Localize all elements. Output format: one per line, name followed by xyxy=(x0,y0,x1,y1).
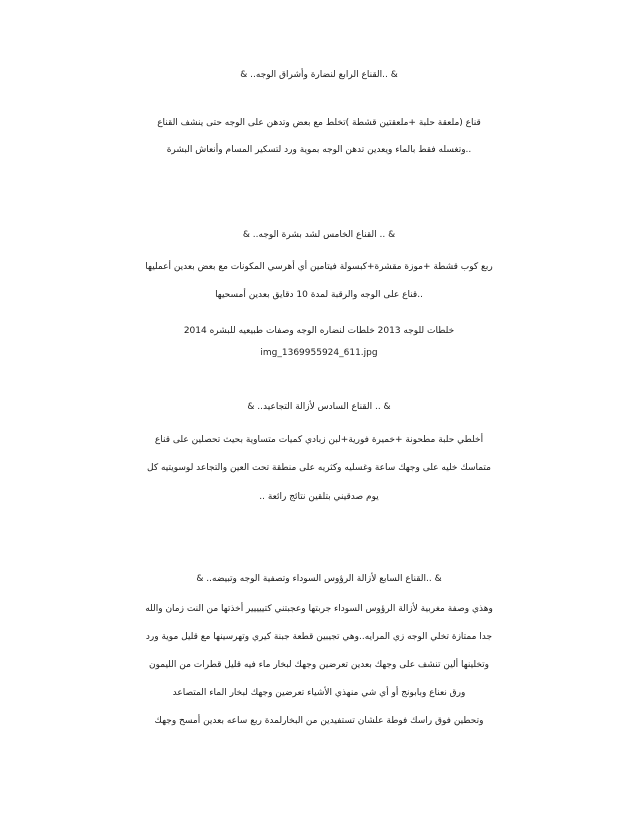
section-4-heading: & ..القناع الرابع لنضارة وأشراق الوجه.. & xyxy=(240,70,398,80)
section-6-line-1: أخلطي حلبة مطحونة +خميرة فورية+لبن زبادي كميات متساوية بحيث تحصلين على قناع xyxy=(154,435,484,445)
section-5-line-1: ربع كوب قشطة +موزة مقشرة+كبسولة فيتامين أي أهرسي المكونات مع بعض بعدين أعمليها xyxy=(145,262,493,272)
section-7-heading: & ..القناع السابع لأزالة الرؤوس السوداء وتصفية الوجه وتبيضه.. & xyxy=(196,574,442,584)
section-6-line-2: متماسك خليه على وجهك ساعة وغسليه وكثريه على منطقة تحت العين والتجاعد لوسويتيه كل xyxy=(147,463,491,473)
section-7-line-3: وتخلينها ألين تنشف على وجهك بعدين تعرضين وجهك لبخار ماء فيه قليل قطرات من الليمون xyxy=(149,660,489,670)
section-6-heading: & .. القناع السادس لأزالة التجاعيد.. & xyxy=(247,402,391,412)
section-4-line-1: قناع (ملعقة حلبة +ملعقتين قشطة )تخلط مع بعض وتدهن على الوجه حتى ينشف القناع xyxy=(157,118,481,128)
section-7-line-5: وتحطين فوق راسك فوطة علشان تستفيدين من البخارلمدة ربع ساعه بعدين أمسح وجهك xyxy=(154,716,484,726)
section-5-heading: & .. القناع الخامس لشد بشرة الوجه.. & xyxy=(242,230,396,240)
section-7-line-2: جدا ممتازة تخلي الوجه زي المرايه..وهي تجيبين قطعة جبنة كيري وتهرسينها مع قليل موية ورد xyxy=(145,632,493,642)
image-filename: img_1369955924_611.jpg xyxy=(260,348,378,358)
section-5-line-2: ..قناع على الوجه والرقبة لمدة 10 دقايق بعدين أمسحيها xyxy=(215,290,423,300)
section-4-line-2: ..وتغسله فقط بالماء ويعدين تدهن الوجه بموية ورد لتسكير المسام وأنعاش البشرة xyxy=(166,145,472,155)
section-7-line-4: ورق نعناع وبابونج أو أي شي منهذي الأشياء تعرضين وجهك لبخار الماء المتصاعد xyxy=(172,688,466,698)
section-7-line-1: وهذي وصفة مغربية لأزالة الرؤوس السوداء جربتها وعجبتني كتييييير أخذتها من النت زمان والله xyxy=(145,604,493,614)
image-title: خلطات للوجه 2013 خلطات لنضاره الوجه وصفات طبيعيه للبشره 2014 xyxy=(183,326,455,336)
section-6-line-3: يوم صدقيني بتلقين نتائج رائعة .. xyxy=(259,492,379,502)
